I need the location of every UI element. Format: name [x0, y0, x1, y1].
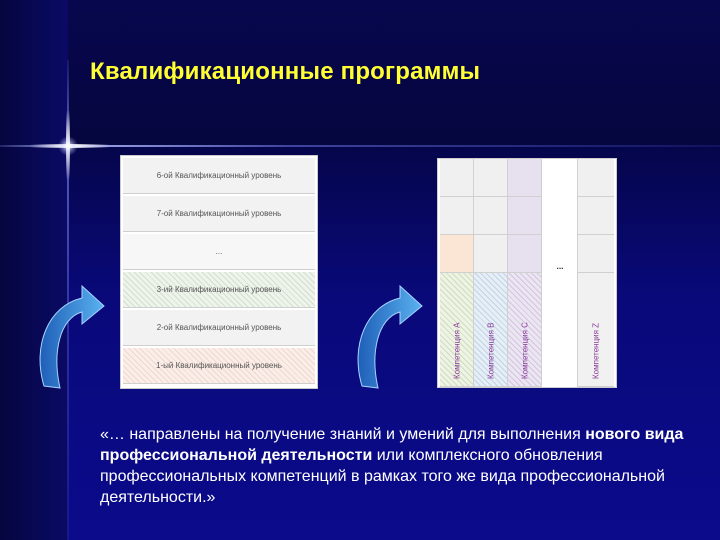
- competency-label: Компетенция C: [520, 322, 529, 379]
- ellipsis-column: [542, 159, 578, 387]
- competency-column: [440, 159, 474, 387]
- quote-part2: или комплексного обновления профессиональных компетенций в рамках того же вида профессиональной деятельности.»: [100, 447, 665, 506]
- competency-column: [474, 159, 508, 387]
- curved-arrow-icon: [356, 276, 426, 396]
- level-row: ...: [123, 234, 315, 270]
- levels-diagram: [120, 155, 318, 389]
- competency-column: [508, 159, 542, 387]
- level-row: 6-ой Квалификационный уровень: [123, 158, 315, 194]
- left-band: [0, 0, 68, 540]
- competency-label: Компетенция Z: [591, 322, 601, 379]
- level-row: 2-ой Квалификационный уровень: [123, 310, 315, 346]
- competencies-grid: [437, 158, 617, 388]
- slide-title: Квалификационные программы: [90, 58, 481, 85]
- quote-part1: «… направлены на получение знаний и умений для выполнения: [100, 426, 586, 443]
- curved-arrow-icon: [38, 276, 108, 396]
- competency-label: Компетенция А: [452, 322, 461, 379]
- competency-label: Компетенция B: [486, 322, 495, 379]
- sparkle-icon: [58, 136, 78, 156]
- competency-column: [578, 159, 614, 387]
- level-row: 1-ый Квалификационный уровень: [123, 348, 315, 384]
- quote-text: [100, 424, 700, 508]
- quote-emphasis: нового вида профессиональной деятельности: [100, 426, 684, 464]
- level-row: 7-ой Квалификационный уровень: [123, 196, 315, 232]
- level-row: 3-ий Квалификационный уровень: [123, 272, 315, 308]
- ellipsis: ...: [556, 258, 564, 272]
